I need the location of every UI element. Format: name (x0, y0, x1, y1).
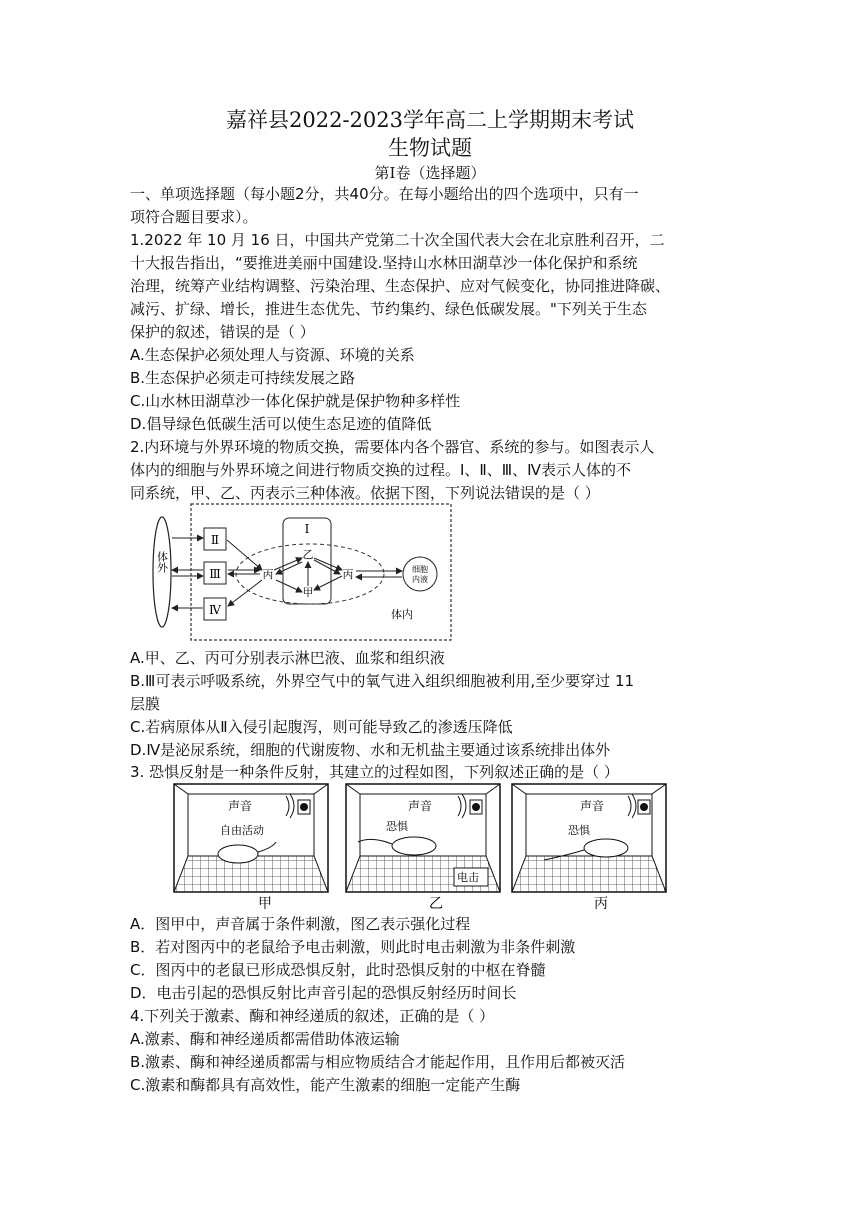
panel-jia (174, 784, 328, 892)
q2-stem-line: 体内的细胞与外界环境之间进行物质交换的过程。Ⅰ、Ⅱ、Ⅲ、Ⅳ表示人体的不 (130, 461, 631, 479)
panel-caption-yi: 乙 (429, 896, 443, 912)
exam-title: 嘉祥县2022-2023学年高二上学期期末考试 (226, 108, 634, 132)
q4-stem: 4.下列关于激素、酶和神经递质的叙述，正确的是（ ） (130, 1007, 495, 1025)
q1-stem-line: 保护的叙述，错误的是（ ） (130, 323, 315, 341)
svg-text:恐惧: 恐惧 (568, 824, 590, 837)
cell-fluid-label: 细胞 (412, 565, 428, 574)
section-heading-line1: 一、单项选择题（每小题2分，共40分。在每小题给出的四个选项中，只有一 (130, 185, 639, 203)
q4-option-a: A.激素、酶和神经递质都需借助体液运输 (130, 1030, 400, 1048)
q2-option-c: C.若病原体从Ⅱ入侵引起腹泻，则可能导致乙的渗透压降低 (130, 718, 513, 736)
q1-stem-line: 治理，统筹产业结构调整、污染治理、生态保护、应对气候变化，协同推进降碳、 (130, 277, 671, 295)
cell-fluid-label: 内液 (412, 575, 428, 584)
q2-option-d: D.Ⅳ是泌尿系统，细胞的代谢废物、水和无机盐主要通过该系统排出体外 (130, 741, 611, 759)
q2-stem-line: 2.内环境与外界环境的物质交换，需要体内各个器官、系统的参与。如图表示人 (130, 438, 655, 456)
q2-option-b: B.Ⅲ可表示呼吸系统，外界空气中的氧气进入组织细胞被利用,至少要穿过 11 (130, 672, 635, 690)
fluid-label-bing-right: 丙 (342, 568, 354, 581)
q2-option-a: A.甲、乙、丙可分别表示淋巴液、血浆和组织液 (130, 649, 445, 667)
q3-option-a: A．图甲中，声音属于条件刺激，图乙表示强化过程 (130, 915, 471, 933)
q3-stem: 3. 恐惧反射是一种条件反射，其建立的过程如图，下列叙述正确的是（ ） (130, 763, 619, 781)
fluid-label-jia: 甲 (302, 586, 314, 599)
q3-option-b: B．若对图丙中的老鼠给予电击刺激，则此时电击刺激为非条件刺激 (130, 938, 576, 956)
section-heading-line2: 项符合题目要求）。 (130, 208, 258, 226)
q1-option-c: C.山水林田湖草沙一体化保护就是保护物种多样性 (130, 392, 461, 410)
inside-label: 体内 (391, 608, 413, 621)
q2-exchange-diagram (150, 500, 460, 645)
svg-text:电击: 电击 (457, 871, 479, 884)
svg-text:自由活动: 自由活动 (220, 824, 264, 837)
system-label-1: Ⅰ (304, 522, 310, 536)
system-label-2: Ⅱ (210, 533, 220, 547)
svg-text:声音: 声音 (228, 799, 253, 813)
cell-fluid-circle (403, 557, 437, 591)
exam-subtitle: 生物试题 (388, 136, 472, 160)
panel-caption-bing: 丙 (594, 896, 608, 912)
svg-text:声音: 声音 (580, 799, 605, 813)
panel-yi (346, 784, 500, 892)
fluid-label-bing-left: 丙 (262, 568, 274, 581)
q3-option-d: D．电击引起的恐惧反射比声音引起的恐惧反射经历时间长 (130, 984, 517, 1002)
panel-caption-jia: 甲 (258, 896, 272, 912)
system-label-3: Ⅲ (209, 567, 221, 581)
fluid-label-yi: 乙 (302, 548, 314, 561)
q4-option-b: B.激素、酶和神经递质都需与相应物质结合才能起作用，且作用后都被灭活 (130, 1053, 626, 1071)
q1-option-d: D.倡导绿色低碳生活可以使生态足迹的值降低 (130, 415, 432, 433)
system-label-4: Ⅳ (209, 603, 221, 617)
q2-option-b-cont: 层膜 (130, 695, 161, 713)
q2-stem-line: 同系统，甲、乙、丙表示三种体液。依据下图，下列说法错误的是（ ） (130, 484, 600, 502)
svg-text:恐惧: 恐惧 (386, 820, 408, 833)
outside-label: 体外 (155, 551, 169, 573)
q1-option-b: B.生态保护必须走可持续发展之路 (130, 369, 356, 387)
q3-option-c: C．图丙中的老鼠已形成恐惧反射，此时恐惧反射的中枢在脊髓 (130, 961, 546, 979)
q4-option-c: C.激素和酶都具有高效性，能产生激素的细胞一定能产生酶 (130, 1076, 521, 1094)
q1-stem-line: 十大报告指出，“要推进美丽中国建设.坚持山水林田湖草沙一体化保护和系统 (130, 254, 638, 272)
q1-stem-line: 减污、扩绿、增长，推进生态优先、节约集约、绿色低碳发展。"下列关于生态 (130, 300, 647, 318)
volume-label: 第Ⅰ卷（选择题） (374, 164, 486, 182)
q3-fear-reflex-figure (168, 780, 668, 912)
q1-stem-line: 1.2022 年 10 月 16 日，中国共产党第二十次全国代表大会在北京胜利召开，二 (130, 231, 665, 249)
q1-option-a: A.生态保护必须处理人与资源、环境的关系 (130, 346, 415, 364)
svg-text:声音: 声音 (408, 799, 433, 813)
panel-bing (512, 784, 666, 892)
